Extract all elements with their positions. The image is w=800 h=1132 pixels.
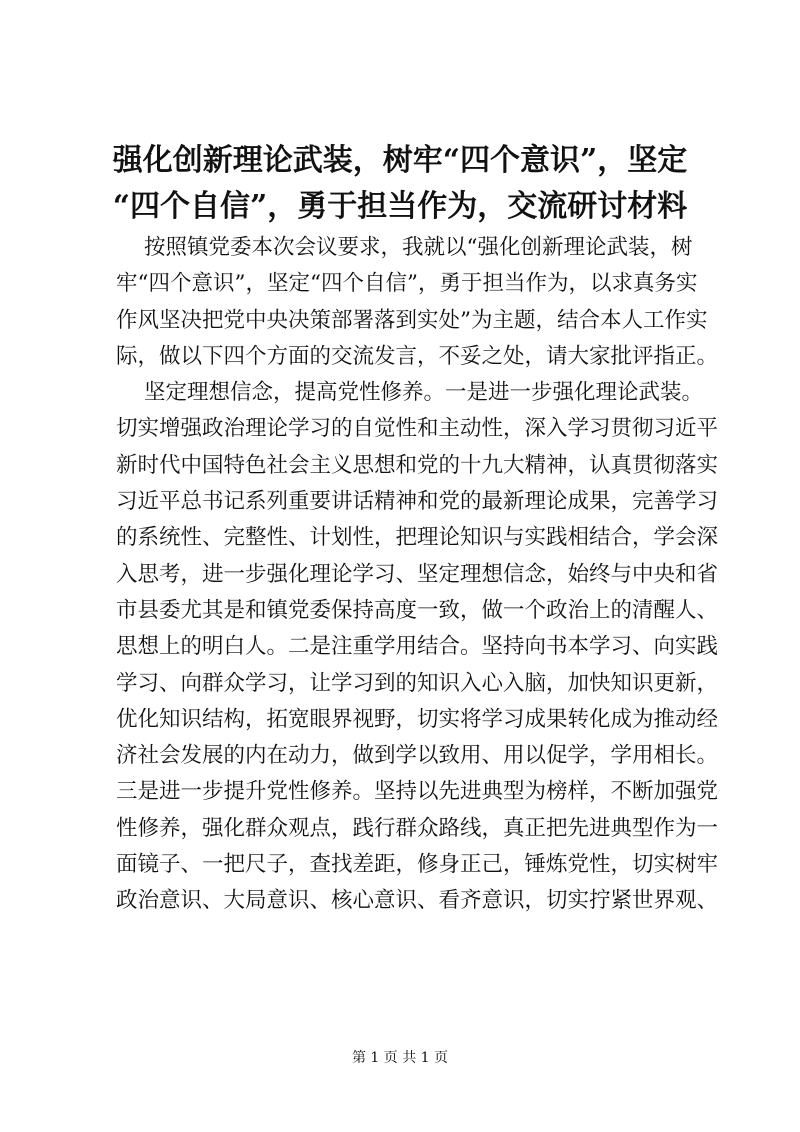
paragraph-line: 牢“四个意识”，坚定“四个自信”，勇于担当作为，以求真务实 bbox=[116, 271, 698, 297]
paragraph-line: 市县委尤其是和镇党委保持高度一致，做一个政治上的清醒人、 bbox=[116, 597, 719, 623]
paragraph-line: 作风坚决把党中央决策部署落到实处”为主题，结合本人工作实 bbox=[116, 307, 708, 333]
paragraph-line: 切实增强政治理论学习的自觉性和主动性，深入学习贯彻习近平 bbox=[116, 416, 719, 442]
paragraph-line: 入思考，进一步强化理论学习、坚定理想信念，始终与中央和省 bbox=[116, 561, 719, 587]
title-line: “四个自信”，勇于担当作为，交流研讨材料 bbox=[112, 189, 688, 224]
paragraph-line: 三是进一步提升党性修养。坚持以先进典型为榜样，不断加强党 bbox=[116, 779, 719, 805]
paragraph-line: 按照镇党委本次会议要求，我就以“强化创新理论武装，树 bbox=[144, 235, 693, 260]
paragraph-line: 优化知识结构，拓宽眼界视野，切实将学习成果转化成为推动经 bbox=[116, 706, 719, 732]
document-body bbox=[116, 230, 719, 920]
document-title bbox=[80, 138, 720, 230]
paragraph-line: 性修养，强化群众观点，践行群众路线，真正把先进典型作为一 bbox=[116, 815, 719, 841]
paragraph-line: 济社会发展的内在动力，做到学以致用、用以促学，学用相长。 bbox=[116, 743, 719, 769]
page-footer: 第 1 页 共 1 页 bbox=[351, 1050, 449, 1066]
paragraph-line: 思想上的明白人。二是注重学用结合。坚持向书本学习、向实践 bbox=[116, 634, 719, 660]
paragraph-line: 面镜子、一把尺子，查找差距，修身正己，锤炼党性，切实树牢 bbox=[116, 852, 719, 878]
paragraph-line: 学习、向群众学习，让学习到的知识入心入脑，加快知识更新， bbox=[116, 670, 719, 696]
paragraph-line: 政治意识、大局意识、核心意识、看齐意识，切实拧紧世界观、 bbox=[116, 888, 719, 914]
paragraph-line: 坚定理想信念，提高党性修养。一是进一步强化理论武装。 bbox=[144, 380, 704, 406]
paragraph-line: 际，做以下四个方面的交流发言，不妥之处，请大家批评指正。 bbox=[116, 343, 719, 369]
paragraph-line: 新时代中国特色社会主义思想和党的十九大精神，认真贯彻落实 bbox=[116, 452, 719, 478]
title-line: 强化创新理论武装，树牢“四个意识”，坚定 bbox=[112, 143, 688, 178]
paragraph-line: 习近平总书记系列重要讲话精神和党的最新理论成果，完善学习 bbox=[116, 489, 719, 515]
paragraph-line: 的系统性、完整性、计划性，把理论知识与实践相结合，学会深 bbox=[116, 525, 719, 551]
